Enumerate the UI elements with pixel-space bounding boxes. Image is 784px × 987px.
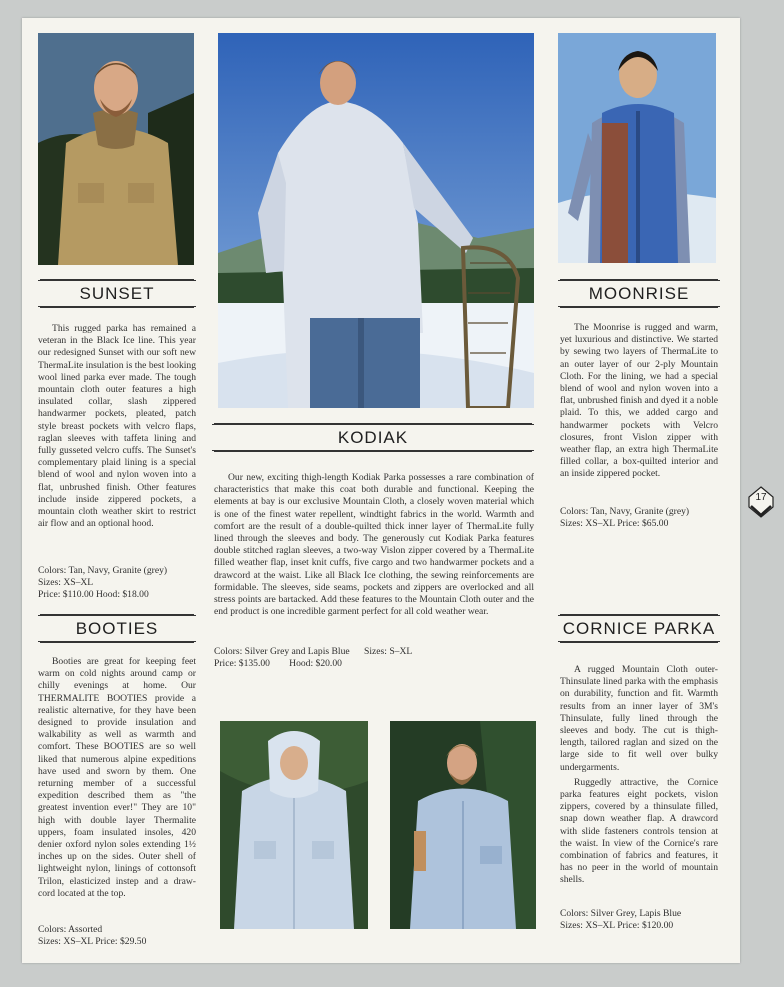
sunset-sizes: Sizes: XS–XL: [38, 577, 94, 588]
moonrise-specs: [560, 506, 718, 530]
moonrise-photo: [558, 33, 716, 263]
cornice-paragraph-2: Ruggedly attractive, the Cornice parka features eight pockets, vislon zippers, covered by a thinsulate filled, snap down weather flap. A drawcord with slide fasteners controls tension at the waist. In view of the Cornice's rare combination of fabrics and features, it has no peer in the world of mountain shells.: [560, 776, 718, 886]
sunset-heading: SUNSET: [38, 280, 196, 307]
cornice-specs: [560, 908, 718, 932]
booties-heading: BOOTIES: [38, 615, 196, 642]
kodiak-specs: [214, 646, 534, 670]
cornice-heading: CORNICE PARKA: [558, 615, 720, 642]
sunset-specs: [38, 565, 196, 601]
sunset-colors: Colors: Tan, Navy, Granite (grey): [38, 565, 168, 576]
moonrise-colors: Colors: Tan, Navy, Granite (grey): [560, 506, 690, 517]
kodiak-colors-sizes: [214, 646, 534, 658]
sunset-photo: [38, 33, 194, 265]
kodiak-heading: KODIAK: [212, 424, 534, 451]
cornice-photo-right: [390, 721, 536, 929]
kodiak-hood-price: Hood: $20.00: [289, 658, 342, 669]
kodiak-photo: [218, 33, 534, 408]
page-number-tab: [748, 486, 774, 518]
sunset-description: This rugged parka has remained a veteran in the Black Ice line. This year our redesigned Sunset with our soft new ThermaLite insulation is the best looking wool lined parka ever made. The tough mountain cloth outer features a high insulated collar, slash zippered handwarmer pockets, pleated, patch style breast pockets with velcro flaps, raglan sleeves with taffeta lining and fully gusseted velcro cuffs. The Sunset's complementary plaid lining is a special blend of wool and nylon woven into a flat, unbrushed finish. Other features include inside zippered pockets, a mountain cloth weather skirt to restrict air flow and an optional hood.: [38, 323, 197, 530]
sunset-price: Price: $110.00 Hood: $18.00: [38, 589, 149, 600]
kodiak-sizes: Sizes: S–XL: [364, 646, 413, 657]
cornice-photo-left: [220, 721, 368, 929]
kodiak-prices: [214, 658, 534, 670]
booties-colors: Colors: Assorted: [38, 924, 103, 935]
moonrise-description: The Moonrise is rugged and warm, yet luxurious and distinctive. We started by sewing two layers of ThermaLite to an outer layer of our 2-ply Mountain Cloth. For the lining, we had a special blend of wool and nylon woven into a flat, unbrushed finish and dyed it a noble plaid. To this, we added cargo and handwarmer pockets with Velcro closures, front Vislon zipper with weather flap, an extra high ThermaLite filled collar, a box-quilted interior and an inside zippered pocket.: [560, 322, 718, 480]
moonrise-heading: MOONRISE: [558, 280, 720, 307]
cornice-paragraph-1: A rugged Mountain Cloth outer-Thinsulate lined parka with the emphasis on durability, function and fit. Warmth results from an inner layer of 3M's Thinsulate, fully lined through the sleeves and body. The cut is thigh-length, tailored raglan and sized on the large side to fit well over bulky undergarments.: [560, 664, 718, 773]
booties-sizes-price: Sizes: XS–XL Price: $29.50: [38, 936, 147, 947]
kodiak-price: Price: $135.00: [214, 658, 270, 669]
cornice-description: [560, 664, 718, 890]
catalog-page: [22, 18, 740, 963]
page-number: 17: [755, 492, 767, 503]
moonrise-sizes-price: Sizes: XS–XL Price: $65.00: [560, 518, 669, 529]
booties-specs: [38, 924, 198, 948]
cornice-colors: Colors: Silver Grey, Lapis Blue: [560, 908, 682, 919]
kodiak-description: Our new, exciting thigh-length Kodiak Parka possesses a rare combination of characteristics that make this coat both durable and functional. Keeping the elements at bay is our exclusive Mountain Cloth, a closely woven material which is one of the finest water repellent, windtight fabrics in the world. Warmth and comfort are the result of a double-quilted thick inner layer of ThermaLite fully lined through the sleeves and body. The generously cut Kodiak Parka features double stitched raglan sleeves, a two-way Vislon zipper covered by a ThermaLite filled weather flap, inset knit cuffs, five cargo and two handwarmer pockets and a drawcord at the waist. Like all Black Ice clothing, the sewing reinforcements are formidable. The sleeves, side seams, pockets and zippers are overlocked and all stress points are bartacked. Add these features to the Mountain Cloth outer and the end product is one incredible garment perfect for all cold weather wear.: [214, 472, 534, 618]
cornice-sizes-price: Sizes: XS–XL Price: $120.00: [560, 920, 674, 931]
kodiak-colors: Colors: Silver Grey and Lapis Blue: [214, 646, 350, 657]
booties-description: Booties are great for keeping feet warm on cold nights around camp or chilly evenings at home. Our THERMALITE BOOTIES provide a realistic alternative, for they have been designed to provide insulation and walkability as well as warmth and comfort. These BOOTIES are so well liked that numerous alpine expeditions have used and sworn by them. One returning member of a successful expedition described them as "the greatest invention ever!" They are 10" high with double layer Thermalite uppers, foam insulated insoles, 420 denier oxford nylon soles extending 1½ inches up on the sides. Outer shell of lightweight nylon, linings of cottonsoft Trilon, elasticized instep and a draw-cord located at the top.: [38, 656, 196, 899]
